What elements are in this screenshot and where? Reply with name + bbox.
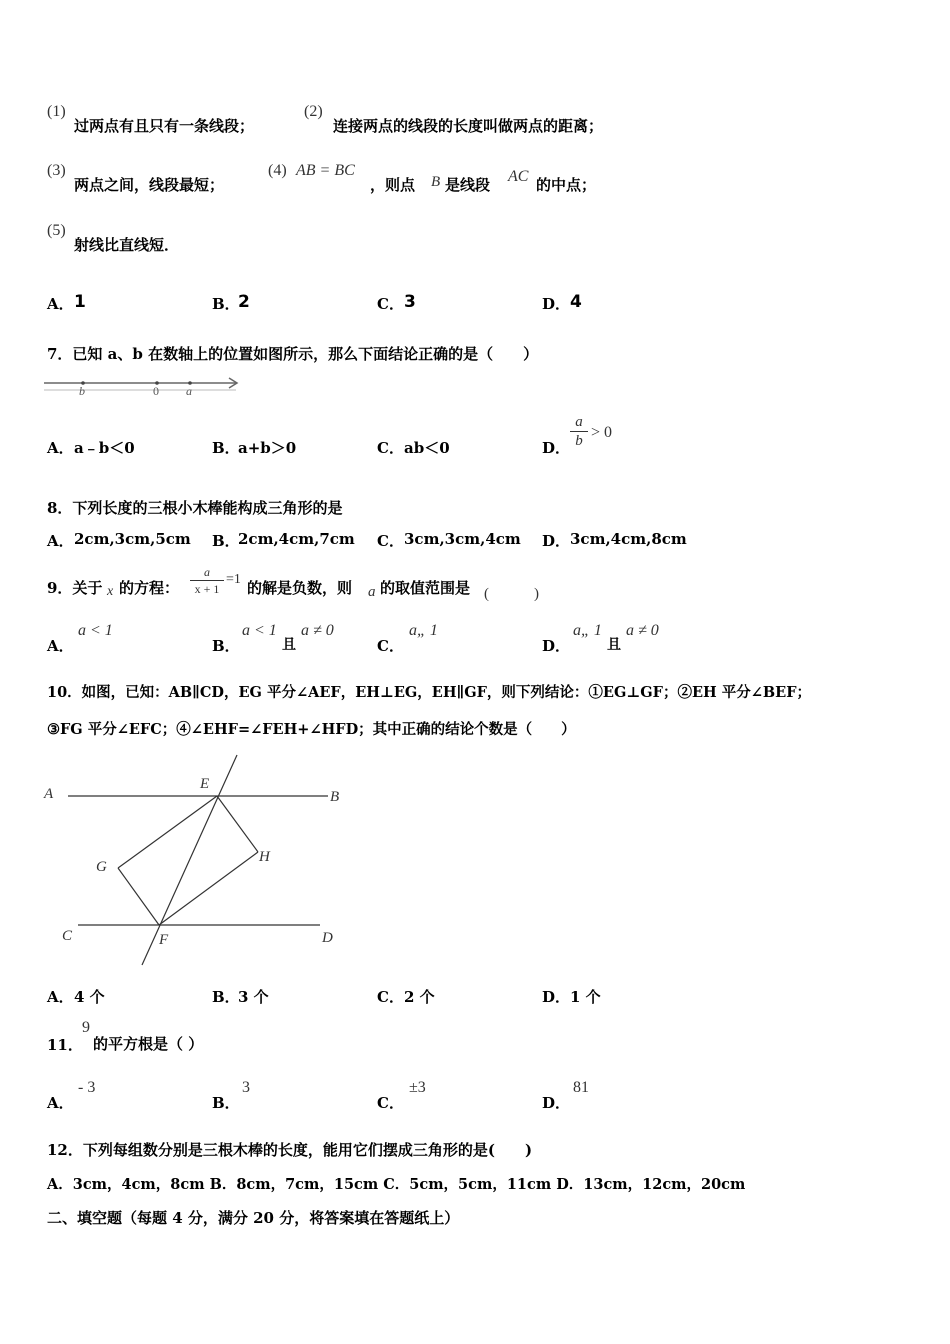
q9-equals-one: =1 [226,572,241,587]
option-a-value: 1 [74,292,86,312]
statement-5-text: 射线比直线短． [74,236,180,254]
statement-4-segment: AC [508,168,529,185]
option-d-value: 4 [570,292,582,312]
segment-hf [159,852,258,925]
option-a-letter: A． [47,1094,74,1112]
fraction-numerator: a [575,414,583,430]
label-g: G [96,859,107,875]
option-d-letter: D． [542,439,571,457]
label-f: F [159,932,169,948]
q9-var-a: a [368,584,376,600]
q7-stem: 7．已知 a、b 在数轴上的位置如图所示，那么下面结论正确的是（ ） [47,345,539,363]
q9-stem-part-1: 9．关于 [47,579,103,597]
option-b-letter: B． [212,637,240,655]
option-a-math: - 3 [78,1079,96,1096]
fraction-numerator: a [204,565,210,579]
statement-5-number: (5) [47,222,66,239]
statement-4-text-2: 是线段 [445,176,491,194]
q8-stem: 8．下列长度的三根小木棒能构成三角形的是 [47,499,343,517]
statement-4-text-3: 的中点； [536,176,597,194]
option-d-letter: D． [542,988,571,1006]
option-c-letter: C． [377,1094,404,1112]
option-c-text: 3cm,3cm,4cm [404,530,521,548]
section-2-heading: 二、填空题（每题 4 分，满分 20 分，将答案填在答题纸上） [47,1209,460,1227]
statement-4-point: B [431,174,441,190]
label-h: H [259,849,270,865]
option-b-and: 且 [282,637,296,653]
option-c-letter: C． [377,439,404,457]
option-d-comparison: > 0 [591,424,613,441]
point-zero-label: 0 [153,384,159,398]
option-a-math: a < 1 [78,622,113,639]
statement-3-number: (3) [47,162,66,179]
label-c: C [62,928,73,944]
option-c-value: 3 [404,292,416,312]
fraction-denominator: x + 1 [190,580,224,598]
label-d: D [322,930,333,946]
statement-2-number: (2) [304,103,323,120]
q10-stem-line-1: 10．如图，已知：AB∥CD，EG 平分∠AEF，EH⊥EG，EH∥GF，则下列结论：①EG⊥GF；②EH 平分∠BEF； [47,684,811,701]
number-line-figure [42,370,242,400]
q9-stem-part-4: 的取值范围是 [380,579,471,597]
label-a: A [44,786,54,802]
option-a-letter: A． [47,988,74,1006]
option-b-math: 3 [242,1079,250,1096]
statement-1-number: (1) [47,103,66,120]
q9-answer-paren: ( ) [484,586,539,602]
option-a-letter: A． [47,439,74,457]
option-d-fraction [570,413,588,451]
option-c-math: ±3 [409,1079,426,1096]
option-d-text: 3cm,4cm,8cm [570,530,687,548]
option-a-text: a﹣b＜0 [74,439,135,457]
option-b-text: a+b＞0 [238,439,297,457]
statement-4-math: AB = BC [296,162,355,179]
statement-3-text: 两点之间，线段最短； [74,176,225,194]
option-d-and: 且 [607,637,621,653]
point-a-label: a [186,384,192,398]
option-b-math-2: a ≠ 0 [301,622,334,639]
option-b-letter: B． [212,988,240,1006]
geometry-figure [40,750,350,970]
option-b-letter: B． [212,295,240,313]
option-d-math-2: a ≠ 0 [626,622,659,639]
option-d-letter: D． [542,295,571,313]
option-c-letter: C． [377,295,404,313]
q9-equation-fraction [190,564,224,598]
option-c-letter: C． [377,988,404,1006]
option-a-text: 4 个 [74,988,105,1006]
option-b-math: a < 1 [242,622,277,639]
option-c-math: a„ 1 [409,622,438,639]
q9-stem-part-3: 的解是负数，则 [247,579,353,597]
statement-4-number: (4) [268,162,287,179]
q10-stem-line-2: ③FG 平分∠EFC；④∠EHF=∠FEH+∠HFD；其中正确的结论个数是（ ） [47,721,576,738]
option-c-text: ab＜0 [404,439,450,457]
label-b: B [330,789,340,805]
statement-1-text: 过两点有且只有一条线段； [74,117,255,135]
q11-number: 11． [47,1036,83,1054]
option-a-letter: A． [47,532,74,550]
transversal-ef [142,755,237,965]
option-c-text: 2 个 [404,988,435,1006]
option-b-text: 3 个 [238,988,269,1006]
option-a-letter: A． [47,295,74,313]
label-e: E [200,776,210,792]
segment-gf [118,868,159,925]
option-d-letter: D． [542,1094,571,1112]
option-b-letter: B． [212,439,240,457]
option-a-letter: A． [47,637,74,655]
q11-stem-text: 的平方根是（ ） [93,1035,204,1053]
fraction-denominator: b [570,431,588,451]
option-d-text: 1 个 [570,988,601,1006]
option-b-letter: B． [212,532,240,550]
q12-options: A．3cm，4cm，8cm B．8cm，7cm，15cm C．5cm，5cm，11cm D．13cm，12cm，20cm [47,1176,746,1193]
statement-4-text-1: ，则点 [370,176,416,194]
option-d-letter: D． [542,532,571,550]
option-b-value: 2 [238,292,250,312]
option-c-letter: C． [377,637,404,655]
q9-var-x: x [107,584,114,599]
point-b-label: b [79,384,85,398]
option-c-letter: C． [377,532,404,550]
option-d-math: 81 [573,1079,589,1096]
q11-radicand: 9 [82,1019,90,1036]
option-d-letter: D． [542,637,571,655]
segment-eh [217,796,258,852]
q12-stem: 12．下列每组数分别是三根木棒的长度，能用它们摆成三角形的是( ) [47,1141,533,1159]
q9-stem-part-2: 的方程： [119,579,180,597]
statement-2-text: 连接两点的线段的长度叫做两点的距离； [333,117,604,135]
option-a-text: 2cm,3cm,5cm [74,530,191,548]
option-b-text: 2cm,4cm,7cm [238,530,355,548]
option-d-math: a„ 1 [573,622,602,639]
option-b-letter: B． [212,1094,240,1112]
